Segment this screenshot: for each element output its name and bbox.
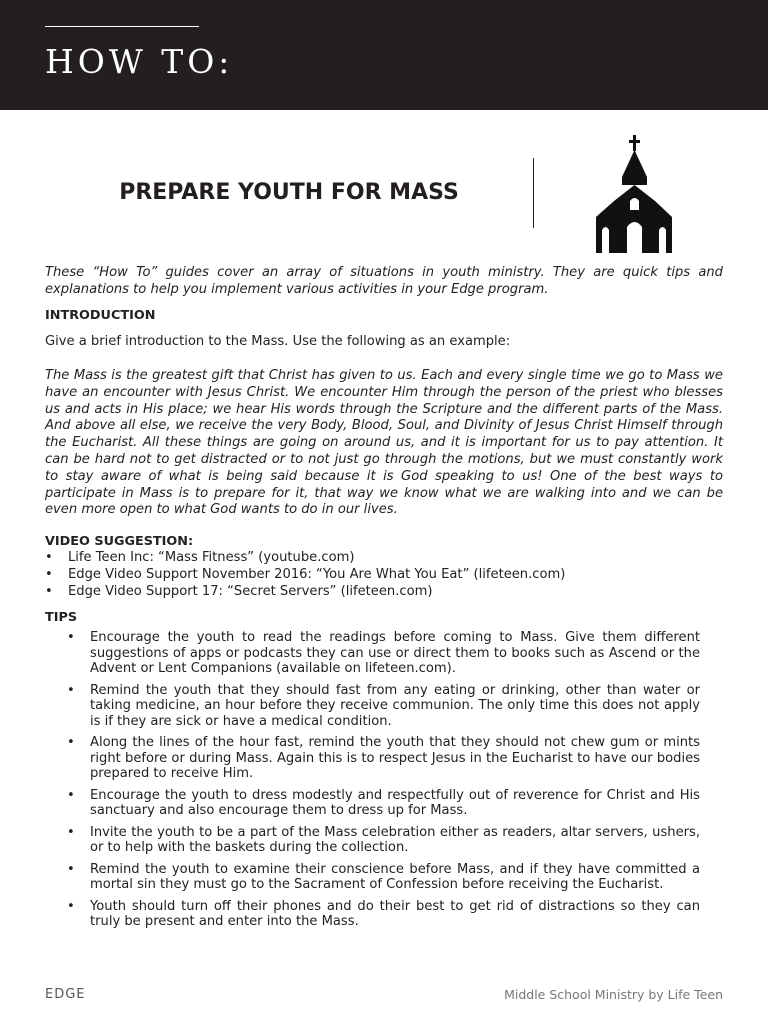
- header-banner: [0, 0, 768, 110]
- document-title: PREPARE YOUTH FOR MASS: [119, 180, 459, 205]
- list-item: • Invite the youth to be a part of the Mass celebration either as readers, altar servers, ushers, or to help with the baskets during the collection.: [67, 825, 700, 856]
- page-title: HOW TO:: [45, 42, 234, 81]
- list-item: • Remind the youth to examine their conscience before Mass, and if they have committed a mortal sin they must go to the Sacrament of Confession before receiving the Eucharist.: [67, 862, 700, 893]
- list-item: • Life Teen Inc: “Mass Fitness” (youtube.com): [45, 549, 565, 566]
- list-item: • Along the lines of the hour fast, remind the youth that they should not chew gum or mints right before or during Mass. Again this is to respect Jesus in the Eucharist to have our bodies prepared to receive Him.: [67, 735, 700, 782]
- introduction-lead: Give a brief introduction to the Mass. Use the following as an example:: [45, 334, 511, 349]
- list-item: • Youth should turn off their phones and do their best to get rid of distractions so they can truly be present and enter into the Mass.: [67, 899, 700, 930]
- introduction-example: The Mass is the greatest gift that Christ has given to us. Each and every single time we go to Mass we have an encounter with Jesus Christ. We encounter Him through the person of the priest who blesses us and acts in His place; we hear His words through the Scripture and the different parts of the Mass. And above all else, we receive the very Body, Blood, Soul, and Divinity of Jesus Christ Himself through the Eucharist. All these things are going on around us, and it is important for us to pay attention. It can be hard not to get distracted or to not just go through the motions, but we must constantly work to stay aware of what is being said because it is God speaking to us! One of the best ways to participate in Mass is to prepare for it, that way we know what we are walking into and we can be even more open to what God wants to do in our lives.: [45, 368, 723, 518]
- list-item: • Edge Video Support 17: “Secret Servers” (lifeteen.com): [45, 583, 565, 600]
- edge-logo: EDGE: [45, 987, 86, 1002]
- footer-tagline: Middle School Ministry by Life Teen: [504, 987, 723, 1002]
- video-suggestion-list: [45, 549, 565, 600]
- list-item: • Encourage the youth to dress modestly and respectfully out of reverence for Christ and His sanctuary and also encourage them to dress up for Mass.: [67, 788, 700, 819]
- tips-list: [67, 630, 700, 936]
- list-item: • Encourage the youth to read the readings before coming to Mass. Give them different suggestions of apps or podcasts they can use or direct them to books such as Ascend or the Advent or Lent Companions (available on lifeteen.com).: [67, 630, 700, 677]
- list-item: • Edge Video Support November 2016: “You Are What You Eat” (lifeteen.com): [45, 566, 565, 583]
- header-rule: [45, 26, 199, 27]
- tips-heading: TIPS: [45, 610, 78, 625]
- intro-blurb: These “How To” guides cover an array of situations in youth ministry. They are quick tips and explanations to help you implement various activities in your Edge program.: [45, 265, 723, 297]
- church-icon: [594, 135, 674, 253]
- title-divider: [533, 158, 534, 228]
- video-suggestion-heading: VIDEO SUGGESTION:: [45, 534, 194, 549]
- introduction-heading: INTRODUCTION: [45, 308, 156, 323]
- list-item: • Remind the youth that they should fast from any eating or drinking, other than water or taking medicine, an hour before they receive communion. The only time this does not apply is if they are sick or have a medical condition.: [67, 683, 700, 730]
